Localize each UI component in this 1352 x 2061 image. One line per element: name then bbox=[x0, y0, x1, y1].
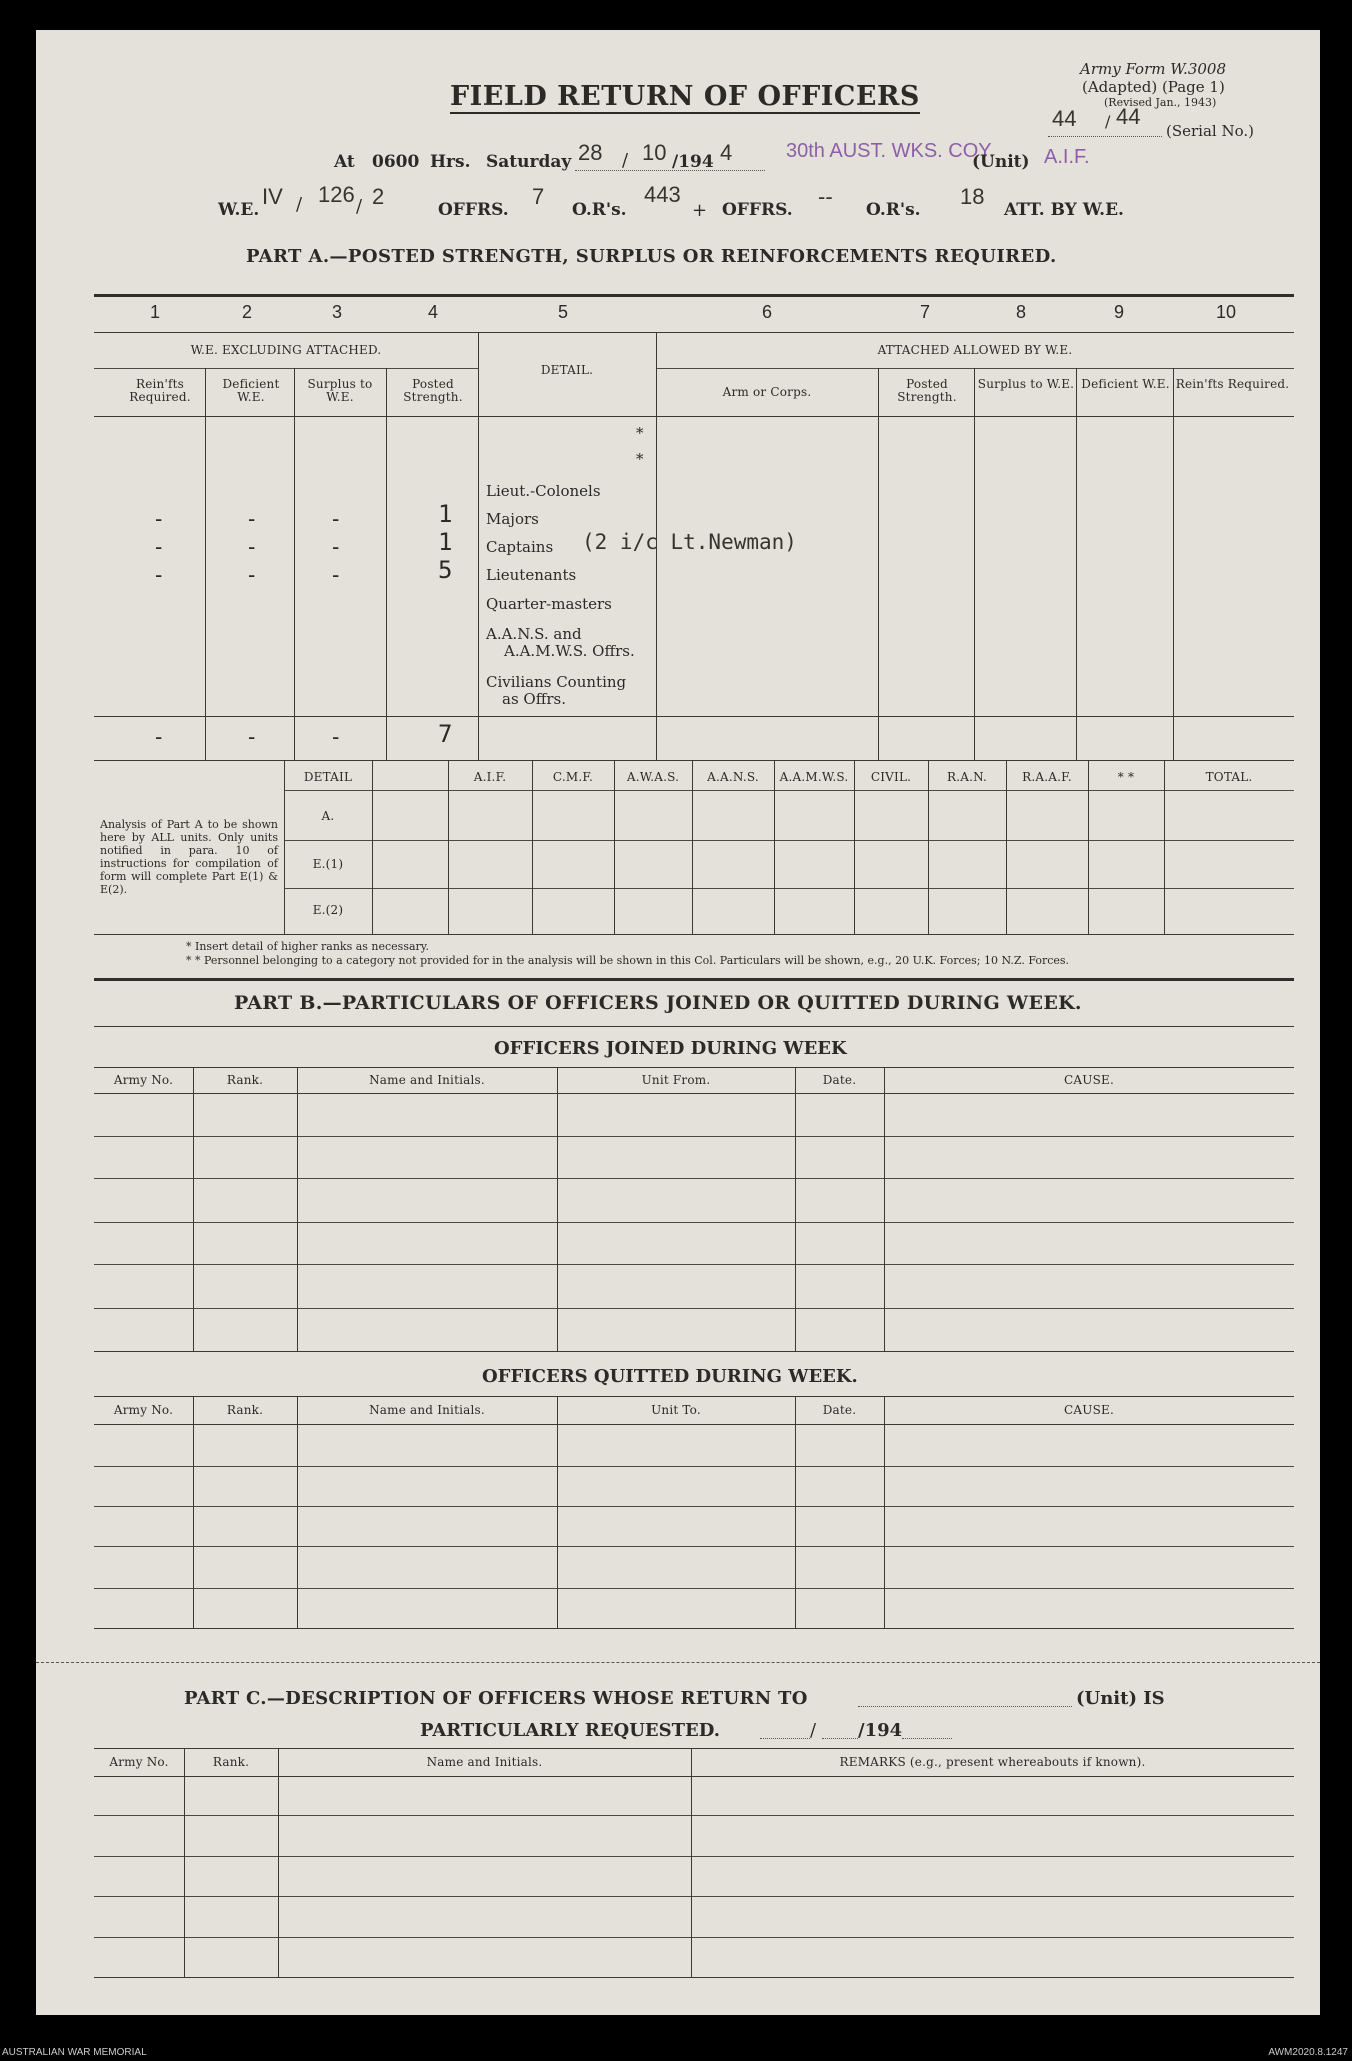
col-number-3: 3 bbox=[331, 302, 342, 322]
joined-row-line bbox=[94, 1264, 1294, 1265]
unit-label: (Unit) bbox=[972, 152, 1030, 172]
col-number-8: 8 bbox=[1015, 302, 1026, 322]
part-b-title: PART B.—PARTICULARS OF OFFICERS JOINED OR QUITTED DURING WEEK. bbox=[234, 992, 1082, 1014]
joined-head-army-no: Army No. bbox=[113, 1073, 174, 1087]
part-c-date-dotted-1 bbox=[760, 1738, 810, 1739]
part-a-divider bbox=[386, 368, 387, 760]
ors2-label: O.R's. bbox=[866, 200, 921, 220]
analysis-divider bbox=[854, 760, 855, 934]
analysis-row-line bbox=[284, 840, 1294, 841]
analysis-note: Analysis of Part A to be shown here by ALL units. Only units notified in para. 10 of instructions for compilation of form will complete Part E(1) & E(2). bbox=[100, 818, 278, 896]
we-handwritten-3: 2 bbox=[372, 184, 385, 209]
joined-divider bbox=[884, 1067, 885, 1351]
analysis-divider bbox=[774, 760, 775, 934]
ors-label: O.R's. bbox=[572, 200, 627, 220]
rank-lieut-colonels: Lieut.-Colonels bbox=[486, 482, 601, 500]
joined-head-date: Date. bbox=[822, 1073, 857, 1087]
rank-civilians: Civilians Counting bbox=[486, 673, 627, 691]
time-value: 0600 bbox=[372, 152, 420, 172]
joined-divider bbox=[795, 1067, 796, 1351]
analysis-head-raaf: R.A.A.F. bbox=[1022, 770, 1072, 784]
majors-posted: 1 bbox=[438, 500, 453, 528]
analysis-head-other: * * bbox=[1117, 770, 1135, 784]
analysis-divider bbox=[614, 760, 615, 934]
rank-captains: Captains bbox=[486, 538, 554, 556]
serial-slash: / bbox=[1105, 112, 1111, 131]
analysis-divider bbox=[532, 760, 533, 934]
serial-dotted-line bbox=[1048, 136, 1162, 137]
col-number-4: 4 bbox=[427, 302, 438, 322]
part-c-head-army-no: Army No. bbox=[109, 1755, 169, 1769]
col-number-2: 2 bbox=[241, 302, 252, 322]
part-c-divider bbox=[691, 1748, 692, 1977]
quitted-divider bbox=[297, 1396, 298, 1628]
part-c-title-2: PARTICULARLY REQUESTED. bbox=[420, 1720, 720, 1741]
quitted-row-line bbox=[94, 1506, 1294, 1507]
joined-divider bbox=[193, 1067, 194, 1351]
joined-bottom bbox=[94, 1351, 1294, 1352]
analysis-divider bbox=[1006, 760, 1007, 934]
part-c-row-line bbox=[94, 1856, 1294, 1857]
captain-note: (2 i/c Lt.Newman) bbox=[582, 530, 797, 554]
form-paper bbox=[36, 30, 1320, 2015]
part-a-divider bbox=[478, 332, 479, 760]
joined-row-line bbox=[94, 1222, 1294, 1223]
footer-left: AUSTRALIAN WAR MEMORIAL bbox=[2, 2047, 147, 2058]
we-handwritten-1: IV bbox=[262, 184, 283, 209]
analysis-head-ran: R.A.N. bbox=[946, 770, 988, 784]
part-c-head-name: Name and Initials. bbox=[426, 1755, 543, 1769]
quitted-bottom bbox=[94, 1628, 1294, 1629]
detail-header: DETAIL. bbox=[540, 363, 594, 377]
day-label: Saturday bbox=[486, 152, 572, 172]
joined-title: OFFICERS JOINED DURING WEEK bbox=[494, 1038, 847, 1059]
part-c-date-dotted-3 bbox=[902, 1738, 952, 1739]
analysis-head-aif: A.I.F. bbox=[473, 770, 507, 784]
subheader-att-surplus: Surplus to W.E. bbox=[977, 377, 1075, 391]
analysis-divider bbox=[1164, 760, 1165, 934]
captains-reinfts: - bbox=[155, 534, 163, 559]
part-c-head-remarks: REMARKS (e.g., present whereabouts if known). bbox=[839, 1755, 1146, 1769]
analysis-head-total: TOTAL. bbox=[1205, 770, 1253, 784]
analysis-header-line bbox=[284, 790, 1294, 791]
total-reinfts: - bbox=[155, 724, 163, 749]
month-handwritten: 10 bbox=[642, 140, 667, 165]
majors-deficient: - bbox=[248, 506, 256, 531]
serial-handwritten-2: 44 bbox=[1116, 104, 1141, 129]
captains-surplus: - bbox=[332, 534, 340, 559]
joined-head-name: Name and Initials. bbox=[369, 1073, 485, 1087]
part-a-divider bbox=[294, 368, 295, 760]
quitted-head-rank: Rank. bbox=[226, 1403, 264, 1417]
lieutenants-reinfts: - bbox=[155, 562, 163, 587]
footnote-1: * Insert detail of higher ranks as necessary. bbox=[186, 940, 430, 953]
part-c-header-top bbox=[94, 1748, 1294, 1749]
part-c-date-dotted-2 bbox=[822, 1738, 858, 1739]
year-prefix: /194 bbox=[672, 152, 714, 172]
quitted-head-army-no: Army No. bbox=[113, 1403, 174, 1417]
rank-civilians-2: as Offrs. bbox=[502, 690, 566, 708]
analysis-row-a: A. bbox=[321, 809, 335, 823]
analysis-head-civil: CIVIL. bbox=[870, 770, 912, 784]
subheader-posted: Posted Strength. bbox=[403, 377, 463, 404]
quitted-head-name: Name and Initials. bbox=[369, 1403, 485, 1417]
col-number-1: 1 bbox=[149, 302, 160, 322]
quitted-divider bbox=[795, 1396, 796, 1628]
col-number-10: 10 bbox=[1215, 302, 1237, 322]
we-label: W.E. bbox=[218, 200, 260, 220]
quitted-row-line bbox=[94, 1466, 1294, 1467]
we-slash-1: / bbox=[296, 194, 303, 215]
serial-label: (Serial No.) bbox=[1166, 122, 1254, 140]
lieutenants-deficient: - bbox=[248, 562, 256, 587]
part-a-group-line-right bbox=[656, 368, 1294, 369]
analysis-head-cmf: C.M.F. bbox=[552, 770, 594, 784]
subheader-deficient: Deficient W.E. bbox=[222, 377, 280, 404]
quitted-divider bbox=[557, 1396, 558, 1628]
majors-surplus: - bbox=[332, 506, 340, 531]
part-c-divider bbox=[184, 1748, 185, 1977]
date-dotted-line bbox=[575, 170, 765, 171]
part-c-divider bbox=[278, 1748, 279, 1977]
rank-aans: A.A.N.S. and bbox=[486, 625, 582, 643]
plus-sign: + bbox=[692, 200, 708, 221]
joined-row-line bbox=[94, 1308, 1294, 1309]
rank-quarter-masters: Quarter-masters bbox=[486, 595, 612, 613]
analysis-divider bbox=[928, 760, 929, 934]
offrs2-label: OFFRS. bbox=[722, 200, 793, 220]
form-title: FIELD RETURN OF OFFICERS bbox=[450, 81, 920, 112]
part-c-unit-is: (Unit) IS bbox=[1076, 1688, 1165, 1709]
hrs-label: Hrs. bbox=[430, 152, 471, 172]
analysis-bottom-line bbox=[94, 934, 1294, 935]
joined-head-rank: Rank. bbox=[226, 1073, 264, 1087]
at-label: At bbox=[334, 152, 355, 172]
part-a-top-border bbox=[94, 294, 1294, 297]
quitted-row-line bbox=[94, 1546, 1294, 1547]
offrs-label: OFFRS. bbox=[438, 200, 509, 220]
offrs2-handwritten: -- bbox=[818, 184, 833, 209]
adapted-label: (Adapted) (Page 1) bbox=[1082, 78, 1225, 96]
lieutenants-surplus: - bbox=[332, 562, 340, 587]
army-form-label: Army Form W.3008 bbox=[1080, 60, 1226, 78]
part-a-sub-line bbox=[94, 416, 1294, 417]
we-excluding-header: W.E. EXCLUDING ATTACHED. bbox=[190, 343, 382, 357]
date-slash-1: / bbox=[622, 150, 629, 171]
part-a-divider bbox=[1076, 368, 1077, 760]
captains-posted: 1 bbox=[438, 528, 453, 556]
joined-head-cause: CAUSE. bbox=[1064, 1073, 1114, 1087]
analysis-row-line bbox=[284, 888, 1294, 889]
part-c-bottom bbox=[94, 1977, 1294, 1978]
analysis-head-aamws: A.A.M.W.S. bbox=[779, 770, 849, 784]
col-number-7: 7 bbox=[919, 302, 930, 322]
part-c-head-rank: Rank. bbox=[212, 1755, 250, 1769]
joined-row-line bbox=[94, 1178, 1294, 1179]
revised-label: (Revised Jan., 1943) bbox=[1104, 96, 1217, 109]
part-c-row-line bbox=[94, 1937, 1294, 1938]
we-slash-2: / bbox=[356, 196, 363, 217]
joined-head-unit-from: Unit From. bbox=[641, 1073, 711, 1087]
analysis-head-detail: DETAIL bbox=[303, 770, 353, 784]
analysis-row-e2: E.(2) bbox=[312, 903, 344, 917]
higher-rank-asterisk: * bbox=[636, 450, 644, 468]
day-handwritten: 28 bbox=[578, 140, 603, 165]
col-number-9: 9 bbox=[1113, 302, 1124, 322]
quitted-title: OFFICERS QUITTED DURING WEEK. bbox=[482, 1366, 858, 1387]
quitted-head-date: Date. bbox=[822, 1403, 857, 1417]
higher-rank-asterisk: * bbox=[636, 424, 644, 442]
majors-reinfts: - bbox=[155, 506, 163, 531]
quitted-header-bottom bbox=[94, 1424, 1294, 1425]
part-a-colnum-line bbox=[94, 332, 1294, 333]
subheader-arm-corps: Arm or Corps. bbox=[722, 385, 812, 399]
rank-lieutenants: Lieutenants bbox=[486, 566, 577, 584]
part-c-header-bottom bbox=[94, 1776, 1294, 1777]
aif-stamp: A.I.F. bbox=[1044, 146, 1090, 168]
analysis-head-awas: A.W.A.S. bbox=[626, 770, 680, 784]
ors2-handwritten: 18 bbox=[960, 184, 985, 209]
part-c-date-slash: / bbox=[810, 1720, 817, 1741]
col-number-6: 6 bbox=[761, 302, 772, 322]
rank-aamws: A.A.M.W.S. Offrs. bbox=[504, 642, 635, 660]
joined-row-line bbox=[94, 1136, 1294, 1137]
subheader-att-deficient: Deficient W.E. bbox=[1081, 377, 1170, 391]
attached-allowed-header: ATTACHED ALLOWED BY W.E. bbox=[877, 343, 1073, 357]
subheader-att-reinfts: Rein'fts Required. bbox=[1175, 377, 1290, 391]
footer-right: AWM2020.8.1247 bbox=[1268, 2047, 1348, 2058]
analysis-divider bbox=[448, 760, 449, 934]
part-a-total-line bbox=[94, 716, 1294, 717]
analysis-divider bbox=[1088, 760, 1089, 934]
part-a-title: PART A.—POSTED STRENGTH, SURPLUS OR REINFORCEMENTS REQUIRED. bbox=[246, 246, 1057, 267]
unit-stamp: 30th AUST. WKS. COY. bbox=[786, 140, 995, 162]
part-c-unit-dotted bbox=[858, 1706, 1072, 1707]
part-a-divider bbox=[1173, 368, 1174, 760]
part-a-divider bbox=[974, 368, 975, 760]
rank-majors: Majors bbox=[486, 510, 539, 528]
analysis-divider bbox=[692, 760, 693, 934]
part-b-title-line bbox=[94, 1026, 1294, 1027]
ors-handwritten: 443 bbox=[644, 182, 681, 207]
we-handwritten-2: 126 bbox=[318, 182, 355, 207]
col-number-5: 5 bbox=[557, 302, 568, 322]
quitted-row-line bbox=[94, 1588, 1294, 1589]
analysis-row-e1: E.(1) bbox=[312, 857, 344, 871]
analysis-head-aans: A.A.N.S. bbox=[707, 770, 759, 784]
joined-divider bbox=[297, 1067, 298, 1351]
subheader-att-posted: Posted Strength. bbox=[897, 377, 957, 404]
part-a-bottom-line bbox=[94, 760, 1294, 761]
joined-header-top bbox=[94, 1067, 1294, 1068]
captains-deficient: - bbox=[248, 534, 256, 559]
att-label: ATT. BY W.E. bbox=[1004, 200, 1124, 220]
quitted-head-cause: CAUSE. bbox=[1064, 1403, 1114, 1417]
part-c-row-line bbox=[94, 1815, 1294, 1816]
part-a-end-border bbox=[94, 978, 1294, 981]
quitted-head-unit-to: Unit To. bbox=[651, 1403, 701, 1417]
perforation-line bbox=[36, 1662, 1320, 1663]
part-c-year: /194 bbox=[858, 1720, 903, 1741]
total-posted: 7 bbox=[438, 720, 453, 748]
joined-header-bottom bbox=[94, 1093, 1294, 1094]
subheader-surplus: Surplus to W.E. bbox=[307, 377, 373, 404]
part-a-divider bbox=[878, 368, 879, 760]
quitted-divider bbox=[193, 1396, 194, 1628]
subheader-reinfts: Rein'fts Required. bbox=[129, 377, 191, 404]
joined-divider bbox=[557, 1067, 558, 1351]
part-a-group-line-left bbox=[94, 368, 478, 369]
offrs-handwritten: 7 bbox=[532, 184, 545, 209]
quitted-divider bbox=[884, 1396, 885, 1628]
part-a-divider bbox=[205, 368, 206, 760]
serial-handwritten-1: 44 bbox=[1052, 106, 1077, 131]
quitted-header-top bbox=[94, 1396, 1294, 1397]
lieutenants-posted: 5 bbox=[438, 556, 453, 584]
total-deficient: - bbox=[248, 724, 256, 749]
total-surplus: - bbox=[332, 724, 340, 749]
part-c-title: PART C.—DESCRIPTION OF OFFICERS WHOSE RETURN TO bbox=[184, 1688, 808, 1709]
part-c-row-line bbox=[94, 1896, 1294, 1897]
footnote-2: * * Personnel belonging to a category not provided for in the analysis will be shown in this Col. Particulars will be shown, e.g., 20 U.K. Forces; 10 N.Z. Forces. bbox=[186, 954, 1070, 967]
analysis-divider bbox=[372, 760, 373, 934]
year-handwritten: 4 bbox=[720, 140, 733, 165]
